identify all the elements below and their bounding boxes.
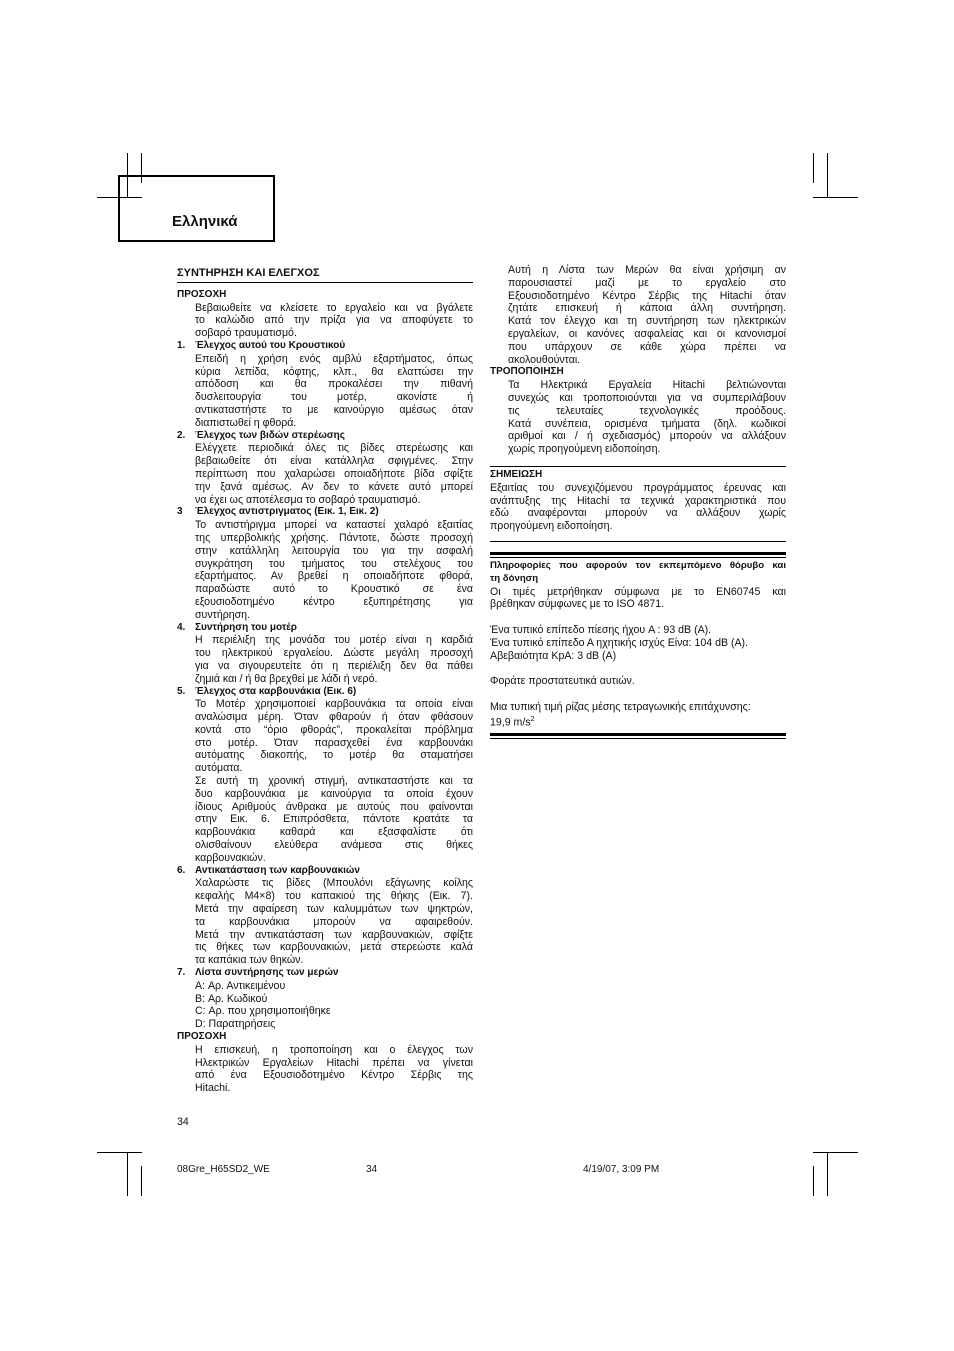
text-line: Βεβαιωθείτε να κλείσετε το εργαλείο και να βγάλετε — [195, 301, 473, 314]
crop-mark — [827, 153, 828, 197]
text-line: Οι τιμές μετρήθηκαν σύμφωνα με το EN60745 και — [490, 585, 786, 598]
text-line: τα καπάκια των θηκών. — [195, 954, 304, 967]
text-line: αυτόματης διακοπής, το μοτέρ θα σταματήσει — [195, 749, 473, 762]
text-line: παρουσιαστεί μαζί με το εργαλείο στο — [508, 276, 786, 289]
text-line: καρβουνακιών. — [195, 851, 266, 864]
section-title: ΣΥΝΤΗΡΗΣΗ ΚΑΙ ΕΛΕΓΧΟΣ — [177, 267, 473, 283]
left-column — [177, 267, 473, 1129]
divider — [490, 466, 786, 467]
right-column — [490, 264, 786, 739]
text-line: του ηλεκτρικού εργαλείου. Δώστε μεγάλη προσοχή — [195, 647, 473, 660]
maintenance-item — [177, 967, 473, 1031]
page-number: 34 — [177, 1115, 189, 1128]
crop-mark — [813, 1166, 814, 1196]
text-line: κοντά στο “όριο φθοράς”, προκαλείται πρόβλημα — [195, 723, 473, 736]
text-line: καρβουνάκια καθαρά και εξασφαλίστε ότι — [195, 826, 473, 839]
item-heading — [177, 430, 473, 443]
text-line: εργαλείων, οι κανόνες ασφαλείας και οι κανονισμοί — [508, 327, 786, 340]
caution-text — [177, 302, 473, 340]
text-line: αντικαταστήστε το με καινούργιο αμέσως όταν — [195, 403, 473, 416]
text-line: εδώ αναφέρονται μπορούν να αλλάξουν χωρίς — [490, 507, 786, 520]
footer-file: 08Gre_H65SD2_WE — [177, 1164, 270, 1175]
item-text — [177, 519, 473, 621]
text-line: χωρίς προηγούμενη ειδοποίηση. — [508, 443, 661, 456]
language-title-box — [118, 175, 275, 242]
text-line: να έχει ως αποτέλεσμα το σοβαρό τραυματισμό. — [195, 493, 421, 506]
item-title: Έλεγχος των βιδών στερέωσης — [195, 429, 345, 441]
item-number: 2. — [177, 429, 186, 441]
item-number: 4. — [177, 621, 186, 633]
item-title: Έλεγχος αντιστριγματος (Εικ. 1, Εικ. 2) — [195, 506, 379, 518]
text-line: συνεχώς και τροποποιούνται για να συμπεριλάβουν — [508, 391, 786, 404]
text-line: Μετά την αντικατάσταση των καρβουνακιών, σφίξτε — [195, 928, 473, 941]
item-heading — [177, 340, 473, 353]
modification-text — [490, 379, 786, 456]
text-line: αυτόματα. — [195, 762, 243, 775]
text-line: προηγούμενη ειδοποίηση. — [490, 520, 613, 533]
text-line: εξουσιοδοτημένο κέντρο εξυπηρέτησης για — [195, 595, 473, 608]
ear-protection: Φοράτε προστατευτικά αυτιών. — [490, 675, 635, 688]
item-text — [177, 634, 473, 685]
text-line: τις τελευταίες τεχνολογικές προόδους. — [508, 404, 786, 417]
crop-mark — [813, 1152, 858, 1153]
item-title: Συντήρηση του μοτέρ — [195, 621, 297, 633]
maintenance-item — [177, 865, 473, 967]
maintenance-list — [177, 340, 473, 1031]
text-line: βρέθηκαν σύμφωνες με το ISO 4871. — [490, 598, 665, 611]
crop-mark — [813, 197, 858, 198]
noise-title-cont: τη δόνηση — [490, 572, 539, 584]
uncertainty: Αβεβαιότητα KpA: 3 dB (A) — [490, 649, 617, 662]
text-line: ζημιά και / ή θα βρεχθεί με λάδι ή νερό. — [195, 672, 378, 685]
note-text — [490, 482, 786, 533]
text-line: κεφαλής M4×8) του καπακιού της θήκης (Εικ. 7). — [195, 890, 473, 903]
text-line: Τα Ηλεκτρικά Εργαλεία Hitachi βελτιώνονται — [508, 379, 786, 392]
text-line: το καλώδιο από την πρίζα για να αποφύγετε το — [195, 314, 473, 327]
crop-mark — [97, 1152, 142, 1153]
caution-label: ΠΡΟΣΟΧΗ — [177, 288, 227, 300]
text-line: παραδώστε αυτό το Κρουστικό σε ένα — [195, 583, 473, 596]
text-line: D: Παρατηρήσεις — [195, 1018, 276, 1031]
text-line: ακολουθούνται. — [508, 353, 581, 366]
text-line: Εξαιτίας του συνεχιζόμενου προγράμματος έρευνας και — [490, 481, 786, 494]
double-rule — [490, 733, 786, 736]
sound-pressure: Ένα τυπικό επίπεδο πίεσης ήχου A : 93 dB (A). — [490, 623, 712, 636]
text-line: τα καρβουνάκια μπορούν να αφαιρεθούν. — [195, 915, 473, 928]
item-heading — [177, 506, 473, 519]
caution-text — [177, 1044, 473, 1095]
text-line: Ελέγχετε περιοδικά όλες τις βίδες στερέωσης και — [195, 442, 473, 455]
caution-label: ΠΡΟΣΟΧΗ — [177, 1031, 227, 1043]
text-line: ίδιους Αριθμούς άνθρακα με αυτούς που φαίνονται — [195, 800, 473, 813]
text-line: Αυτή η Λίστα των Μερών θα είναι χρήσιμη αν — [508, 264, 786, 276]
text-line: B: Αρ. Κωδικού — [195, 992, 268, 1005]
item-title: Έλεγχος αυτού του Κρουστικού — [195, 339, 346, 351]
item-number: 7. — [177, 967, 186, 979]
text-line: που υπάρχουν σε κάθε χώρα πρέπει να — [508, 340, 786, 353]
item-heading — [177, 622, 473, 635]
item-text — [177, 353, 473, 430]
text-line: ζητάτε επισκευή ή κάποια άλλη συντήρηση. — [508, 302, 786, 315]
footer-page: 34 — [366, 1164, 378, 1175]
text-line: εξαρτήματος. Αν βρεθεί η οποιαδήποτε φθορά, — [195, 570, 473, 583]
text-line: την ξανά αμέσως. Αν δεν το κάνετε αυτό μπορεί — [195, 480, 473, 493]
item-text — [177, 877, 473, 967]
text-line: ολισθαίνουν ελεύθερα ανάμεσα στις θήκες — [195, 839, 473, 852]
vibration-label: Μια τυπική τιμή ρίζας μέσης τετραγωνικής επιτάχυνσης: — [490, 700, 751, 713]
text-line: από ένα Εξουσιοδοτημένο Κέντρο Σέρβις της — [195, 1069, 473, 1082]
text-line: αριθμοί και / ή σχεδιασμός) μπορούν να αλλάξουν — [508, 430, 786, 443]
footer-date: 4/19/07, 3:09 PM — [583, 1164, 660, 1175]
text-line: αναλώσιμα μέρη. Όταν φθαρούν ή όταν φθάσουν — [195, 711, 473, 724]
text-line: δυσλειτουργία του μοτέρ, ακονίστε ή — [195, 391, 473, 404]
text-line: τις θήκες των καρβουνακιών, μετά στερεώστε καλά — [195, 941, 473, 954]
text-line: στην Εικ. 6. Επιπρόσθετα, πάντοτε κρατάτε τα — [195, 813, 473, 826]
crop-mark — [827, 1152, 828, 1196]
item-heading — [177, 865, 473, 878]
item-number: 6. — [177, 864, 186, 876]
text-line: ανάπτυξης της Hitachi τα τεχνικά χαρακτηριστικά που — [490, 494, 786, 507]
item-title: Λίστα συντήρησης των μερών — [195, 967, 339, 979]
text-line: Το Μοτέρ χρησιμοποιεί καρβουνάκια τα οποία είναι — [195, 698, 473, 711]
item-title: Έλεγχος στα καρβουνάκια (Εικ. 6) — [195, 685, 357, 697]
text-line: A: Αρ. Αντικειμένου — [195, 979, 286, 992]
item-text — [177, 980, 473, 1031]
text-line: Η περιέλιξη της μονάδα του μοτέρ είναι η καρδιά — [195, 634, 473, 647]
text-line: της υπερβολικής χρήσης. Πάντοτε, δώστε προσοχή — [195, 531, 473, 544]
maintenance-item — [177, 622, 473, 686]
vibration-value: 19,9 $m/s^2$ — [490, 715, 535, 729]
text-line: κύρια λεπίδα, κόφτης, κλπ., θα ελαττώσει την — [195, 365, 473, 378]
item-heading — [177, 967, 473, 980]
maintenance-item — [177, 340, 473, 430]
text-line: Ηλεκτρικών Εργαλείων Hitachi πρέπει να γίνεται — [195, 1056, 473, 1069]
parts-list-text — [490, 264, 786, 366]
crop-mark — [141, 1166, 142, 1196]
item-number: 5. — [177, 685, 186, 697]
text-line: για να σιγουρευτείτε ότι η περιέλιξη δεν θα πάθει — [195, 659, 473, 672]
maintenance-item — [177, 430, 473, 507]
text-line: Επειδή η χρήση ενός αμβλύ εξαρτήματος, όπως — [195, 352, 473, 365]
text-line: Η επισκευή, η τροποποίηση και ο έλεγχος των — [195, 1043, 473, 1056]
double-rule — [490, 552, 786, 555]
text-line: Σε αυτή τη χρονική στιγμή, αντικαταστήστε και τα — [195, 775, 473, 788]
text-line: δυο καρβουνάκια με καινούργια τα οποία έχουν — [195, 787, 473, 800]
item-title: Αντικατάσταση των καρβουνακιών — [195, 864, 360, 876]
item-text — [177, 442, 473, 506]
text-line: Κατά συνέπεια, ορισμένα τμήματα (δηλ. κωδικοί — [508, 417, 786, 430]
text-line: απόδοση και θα προκαλέσει την πιθανή — [195, 378, 473, 391]
text-line: βεβαιωθείτε ότι είναι κατάλληλα σφιγμένες. Στην — [195, 455, 473, 468]
note-label: ΣΗΜΕΙΩΣΗ — [490, 468, 543, 480]
text-line: σοβαρό τραυματισμό. — [195, 327, 297, 340]
noise-title: Πληροφορίες που αφορούν τον εκπεμπόμενο θόρυβο και — [490, 559, 786, 571]
text-line: Το αντιστήριγμα μπορεί να καταστεί χαλαρό εξαιτίας — [195, 519, 473, 532]
crop-mark — [813, 153, 814, 183]
item-number: 3 — [177, 506, 183, 518]
crop-mark — [127, 1152, 128, 1196]
item-heading — [177, 686, 473, 699]
text-line: στην κατάλληλη λειτουργία του για την ασφαλή — [195, 544, 473, 557]
text-line: διαπιστωθεί η φθορά. — [195, 416, 297, 429]
text-line: συντήρηση. — [195, 608, 250, 621]
text-line: περίπτωση που χαλαρώσει οποιαδήποτε βίδα σφίξτε — [195, 467, 473, 480]
maintenance-item — [177, 506, 473, 621]
item-number: 1. — [177, 339, 186, 351]
text-line: συγκράτηση του τμήματος του στελέχους του — [195, 557, 473, 570]
text-line: στο μοτέρ. Όταν παρασχεθεί ένα καρβουνάκι — [195, 736, 473, 749]
text-line: Χαλαρώστε τις βίδες (Μπουλόνι εξάγωνης κοίλης — [195, 877, 473, 890]
text-line: Κατά τον έλεγχο και τη συντήρηση των ηλεκτρικών — [508, 315, 786, 328]
maintenance-item — [177, 686, 473, 865]
text-line: Hitachi. — [195, 1082, 231, 1095]
text-line: C: Αρ. που χρησιμοποιήθηκε — [195, 1005, 331, 1018]
text-line: Μετά την αφαίρεση των καλυμμάτων των ψηκτρών, — [195, 903, 473, 916]
item-text — [177, 698, 473, 864]
modification-label: ΤΡΟΠΟΠΟΙΗΣΗ — [490, 366, 564, 378]
sound-power: Ένα τυπικό επίπεδο Α ηχητικής ισχύς Είνα: 104 dB (A). — [490, 636, 749, 649]
language-title: Ελληνικά — [172, 213, 238, 230]
text-line: Εξουσιοδοτημένο Κέντρο Σέρβις της Hitachi όταν — [508, 289, 786, 302]
noise-text — [490, 586, 786, 612]
